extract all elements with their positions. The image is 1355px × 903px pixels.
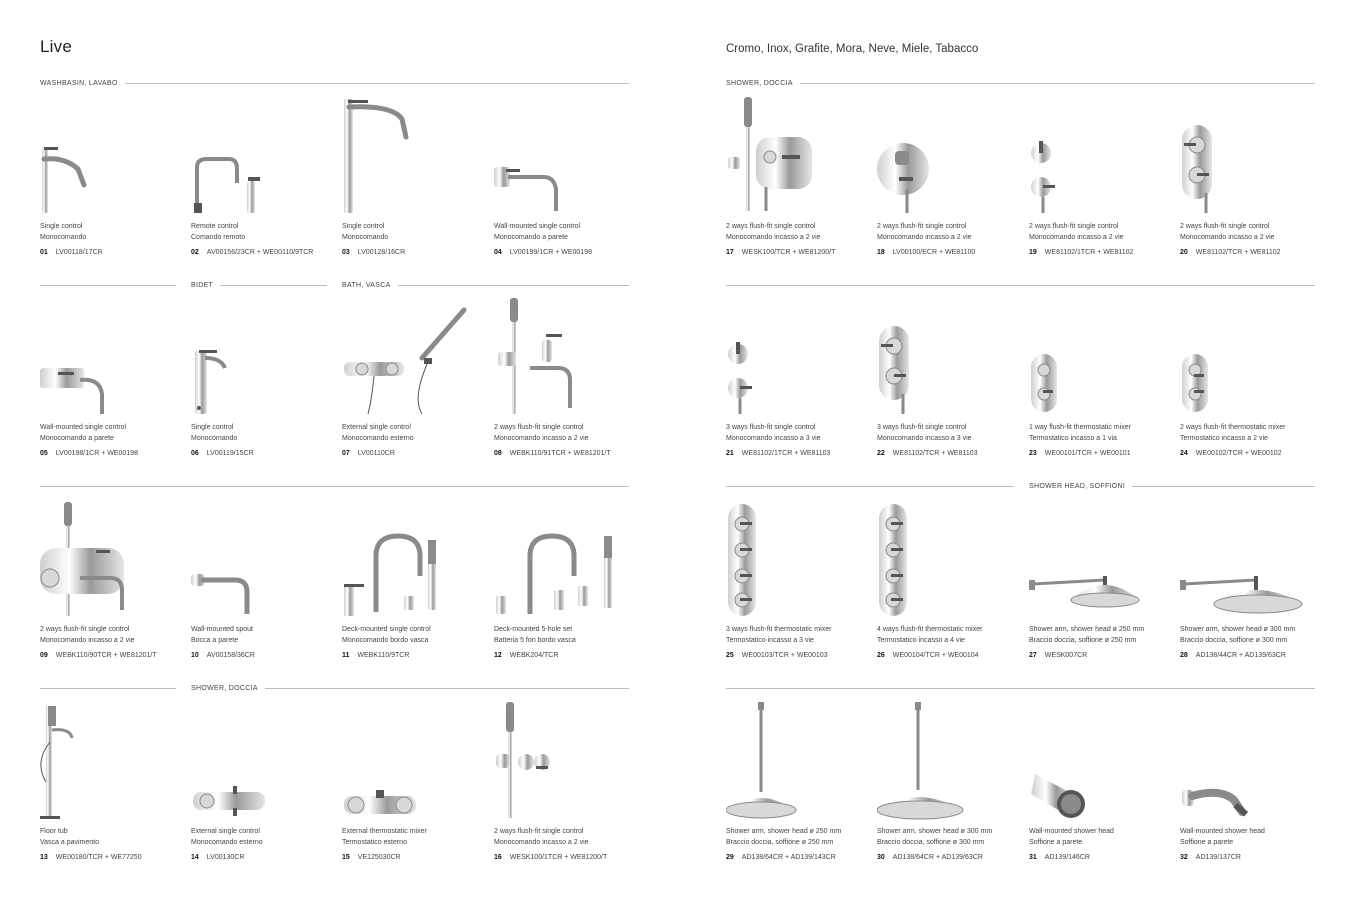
basin-mixer-low-icon: [40, 97, 180, 215]
product-description: [191, 827, 263, 848]
product-code-line: [191, 450, 254, 457]
deck-5-hole-set-icon: [494, 500, 634, 618]
section-label: SHOWER HEAD, SOFFIONI: [1029, 482, 1126, 490]
product-name-en: 2 ways flush-fit single control: [1029, 223, 1119, 230]
product-code: WE81102/TCR + WE81103: [892, 450, 978, 457]
product-number: 17: [726, 249, 734, 256]
product-code: WEBK110/91TCR + WE81201/T: [509, 450, 611, 457]
product-name-it: Termostatico incasso a 1 via: [1029, 434, 1117, 442]
product-card-31: [1029, 702, 1169, 892]
product-name-it: Batteria 5 fori bordo vasca: [494, 636, 576, 644]
product-number: 06: [191, 450, 199, 457]
wall-spout-icon: [191, 500, 331, 618]
product-description: [877, 625, 982, 646]
oval-thermostat-one-way-icon: [1029, 298, 1169, 416]
product-code-line: [1029, 249, 1133, 256]
product-number: 11: [342, 652, 350, 659]
product-number: 14: [191, 854, 199, 861]
product-code-line: [726, 450, 830, 457]
product-name-it: Monocomando incasso a 2 vie: [494, 434, 589, 442]
product-code-line: [877, 652, 979, 659]
product-number: 24: [1180, 450, 1188, 457]
product-card-14: [191, 702, 331, 892]
product-code-line: [1180, 450, 1282, 457]
product-description: [1029, 222, 1124, 243]
product-code-line: [726, 652, 828, 659]
product-name-en: 2 ways flush-fit single control: [40, 626, 130, 633]
product-card-16: [494, 702, 634, 892]
product-number: 31: [1029, 854, 1037, 861]
product-name-it: Monocomando incasso a 2 vie: [1180, 233, 1275, 241]
product-code-line: [342, 450, 395, 457]
product-name-it: Monocomando incasso a 2 vie: [877, 233, 972, 241]
product-card-05: [40, 298, 180, 488]
product-number: 07: [342, 450, 350, 457]
product-number: 04: [494, 249, 502, 256]
product-code: LV00110CR: [357, 450, 395, 457]
bath-mixer-handshower-icon: [342, 298, 482, 416]
product-description: [877, 222, 972, 243]
product-number: 19: [1029, 249, 1037, 256]
product-name-it: Monocomando incasso a 2 vie: [494, 838, 589, 846]
product-name-en: Floor tub: [40, 828, 68, 835]
tall-plate-four-knob-icon: [877, 500, 1017, 618]
product-description: [1180, 827, 1265, 848]
product-name-it: Comando remoto: [191, 233, 246, 241]
product-code-line: [877, 450, 978, 457]
product-card-13: [40, 702, 180, 892]
product-name-en: External single control: [342, 424, 411, 431]
product-code: WESK100/1TCR + WE81200/T: [509, 854, 608, 861]
product-description: [494, 222, 580, 243]
product-description: [40, 423, 126, 444]
product-number: 28: [1180, 652, 1188, 659]
ceiling-shower-head-icon: [726, 702, 866, 820]
product-description: [877, 827, 992, 848]
product-name-en: Wall-mounted single control: [40, 424, 127, 431]
wall-bidet-mixer-icon: [40, 298, 180, 416]
product-name-en: Wall-mounted shower head: [1029, 828, 1114, 835]
product-code: LV00100/ECR + WE81100: [892, 249, 976, 256]
divider: [125, 83, 629, 84]
product-code: LV00130CR: [206, 854, 245, 861]
wall-arm-shower-head-large-icon: [1180, 500, 1320, 618]
wall-cylinder-shower-head-icon: [1029, 702, 1169, 820]
external-shower-mixer-icon: [191, 702, 331, 820]
product-name-it: Monocomando incasso a 3 vie: [726, 434, 821, 442]
product-number: 15: [342, 854, 350, 861]
divider: [800, 83, 1315, 84]
product-name-en: Wall-mounted spout: [191, 626, 253, 633]
product-code-line: [1029, 652, 1087, 659]
two-knob-mixer-icon: [726, 298, 866, 416]
section-label: WASHBASIN, LAVABO: [40, 79, 118, 87]
product-code: LV00119/15CR: [206, 450, 254, 457]
product-code: WE00103/TCR + WE00103: [741, 652, 828, 659]
product-name-en: Single control: [191, 424, 234, 431]
product-name-en: Shower arm, shower head ø 300 mm: [877, 828, 993, 835]
product-code-line: [40, 652, 157, 659]
product-code-line: [877, 249, 975, 256]
product-card-23: [1029, 298, 1169, 488]
product-code: AD138/64CR + AD139/63CR: [892, 854, 983, 861]
product-name-en: Single control: [40, 223, 83, 230]
product-code-line: [40, 249, 103, 256]
product-card-24: [1180, 298, 1320, 488]
product-card-25: [726, 500, 866, 690]
product-code: LV00198/1CR + WE00198: [55, 450, 138, 457]
product-name-en: 3 ways flush-fit single control: [877, 424, 967, 431]
product-card-02: [191, 97, 331, 287]
product-code-line: [1180, 249, 1281, 256]
product-code-line: [342, 652, 409, 659]
product-code: WEBK204/TCR: [509, 652, 559, 659]
product-name-it: Soffione a parete: [1029, 838, 1083, 846]
product-name-it: Monocomando incasso a 2 vie: [40, 636, 135, 644]
product-number: 10: [191, 652, 199, 659]
product-code-line: [494, 249, 592, 256]
product-code: VE125030CR: [357, 854, 401, 861]
product-card-26: [877, 500, 1017, 690]
product-number: 32: [1180, 854, 1188, 861]
section-label: BATH, VASCA: [342, 281, 391, 289]
product-number: 21: [726, 450, 734, 457]
product-description: [1180, 625, 1295, 646]
product-card-10: [191, 500, 331, 690]
product-card-32: [1180, 702, 1320, 892]
page-title: Live: [40, 37, 72, 56]
product-name-it: Monocomando incasso a 3 vie: [877, 434, 972, 442]
product-number: 18: [877, 249, 885, 256]
product-code-line: [1180, 652, 1286, 659]
product-number: 08: [494, 450, 502, 457]
product-code-line: [191, 854, 244, 861]
product-card-27: [1029, 500, 1169, 690]
product-number: 29: [726, 854, 734, 861]
product-description: [1029, 827, 1114, 848]
bath-shower-set-icon: [494, 298, 634, 416]
section-label: SHOWER, DOCCIA: [726, 79, 793, 87]
product-name-en: Deck-mounted single control: [342, 626, 431, 633]
product-description: [1029, 423, 1131, 444]
product-name-en: 2 ways flush-fit single control: [494, 424, 584, 431]
product-number: 16: [494, 854, 502, 861]
product-name-it: Soffione a parete: [1180, 838, 1234, 846]
product-code: AV00158/36CR: [206, 652, 255, 659]
product-code-line: [1029, 854, 1090, 861]
product-name-it: Vasca a pavimento: [40, 838, 100, 846]
product-code: WE00180/TCR + WE77250: [55, 854, 142, 861]
product-name-it: Monocomando a parete: [494, 233, 568, 241]
ceiling-shower-head-large-icon: [877, 702, 1017, 820]
product-code: WE00104/TCR + WE00104: [892, 652, 979, 659]
product-card-11: [342, 500, 482, 690]
product-code-line: [494, 854, 607, 861]
wall-basin-mixer-icon: [494, 97, 634, 215]
product-name-en: External thermostatic mixer: [342, 828, 427, 835]
product-code: AV00156/23CR + WE00110/9TCR: [206, 249, 314, 256]
bidet-mixer-icon: [191, 298, 331, 416]
external-thermostatic-icon: [342, 702, 482, 820]
product-code-line: [191, 652, 255, 659]
product-code-line: [342, 854, 401, 861]
product-code: WE81102/1TCR + WE81102: [1044, 249, 1134, 256]
product-code-line: [1180, 854, 1241, 861]
product-code: AD138/64CR + AD139/143CR: [741, 854, 836, 861]
product-name-it: Monocomando a parete: [40, 434, 114, 442]
product-code: LV00118/17CR: [55, 249, 103, 256]
product-card-22: [877, 298, 1017, 488]
product-description: [726, 423, 821, 444]
product-code: WESK100/TCR + WE81200/T: [741, 249, 836, 256]
product-description: [1029, 625, 1144, 646]
product-name-it: Monocomando esterno: [342, 434, 414, 442]
product-name-en: 3 ways flush-fit thermostatic mixer: [726, 626, 832, 633]
shower-set-round-plate-icon: [726, 97, 866, 215]
product-name-it: Monocomando: [191, 434, 238, 442]
product-code: WESK007CR: [1044, 652, 1088, 659]
product-description: [191, 222, 245, 243]
product-code: AD139/146CR: [1044, 854, 1090, 861]
product-code: AD139/137CR: [1195, 854, 1241, 861]
product-code-line: [40, 854, 142, 861]
product-name-en: 2 ways flush-fit single control: [494, 828, 584, 835]
product-card-29: [726, 702, 866, 892]
product-card-20: [1180, 97, 1320, 287]
product-code: WE81102/1TCR + WE81103: [741, 450, 831, 457]
finishes-list: Cromo, Inox, Grafite, Mora, Neve, Miele, Tabacco: [726, 43, 979, 55]
wall-arm-shower-head-icon: [1029, 500, 1169, 618]
product-name-it: Monocomando incasso a 2 vie: [726, 233, 821, 241]
product-name-it: Braccio doccia, soffione ø 250 mm: [1029, 636, 1137, 644]
product-name-it: Bocca a parete: [191, 636, 239, 644]
shower-set-two-knob-icon: [494, 702, 634, 820]
product-card-18: [877, 97, 1017, 287]
product-number: 13: [40, 854, 48, 861]
product-card-06: [191, 298, 331, 488]
product-description: [342, 827, 427, 848]
product-code-line: [1029, 450, 1131, 457]
bath-plate-mixer-icon: [40, 500, 180, 618]
oval-plate-two-knob-icon: [877, 298, 1017, 416]
basin-mixer-tall-icon: [342, 97, 482, 215]
product-number: 01: [40, 249, 48, 256]
tall-plate-four-knob-icon: [726, 500, 866, 618]
product-card-28: [1180, 500, 1320, 690]
product-description: [342, 625, 431, 646]
product-code-line: [342, 249, 405, 256]
product-code-line: [40, 450, 138, 457]
product-card-03: [342, 97, 482, 287]
product-number: 20: [1180, 249, 1188, 256]
section-label: SHOWER, DOCCIA: [191, 684, 258, 692]
oval-plate-two-knob-icon: [1180, 97, 1320, 215]
product-description: [40, 222, 86, 243]
product-name-en: Shower arm, shower head ø 300 mm: [1180, 626, 1296, 633]
product-name-en: Single control: [342, 223, 385, 230]
product-description: [494, 625, 576, 646]
product-code: WE81102/TCR + WE81102: [1195, 249, 1281, 256]
product-description: [342, 423, 414, 444]
product-number: 25: [726, 652, 734, 659]
product-code-line: [877, 854, 983, 861]
section-washbasin: [40, 77, 629, 89]
product-card-01: [40, 97, 180, 287]
section-shower-right: [726, 77, 1315, 89]
product-code-line: [726, 854, 836, 861]
round-plate-mixer-icon: [877, 97, 1017, 215]
product-number: 12: [494, 652, 502, 659]
product-number: 05: [40, 450, 48, 457]
product-code: LV00199/1CR + WE00198: [509, 249, 592, 256]
product-code: WEBK110/9TCR: [357, 652, 410, 659]
product-description: [726, 827, 841, 848]
product-code: WEBK110/90TCR + WE81201/T: [55, 652, 157, 659]
product-name-en: 2 ways flush-fit thermostatic mixer: [1180, 424, 1286, 431]
section-label: BIDET: [191, 281, 214, 289]
two-knob-mixer-icon: [1029, 97, 1169, 215]
product-code: LV00128/16CR: [357, 249, 406, 256]
product-description: [726, 625, 831, 646]
product-number: 30: [877, 854, 885, 861]
product-name-en: Wall-mounted shower head: [1180, 828, 1265, 835]
product-number: 27: [1029, 652, 1037, 659]
product-description: [40, 827, 99, 848]
product-name-en: 2 ways flush-fit single control: [1180, 223, 1270, 230]
product-name-it: Braccio doccia, soffione ø 250 mm: [726, 838, 834, 846]
product-number: 03: [342, 249, 350, 256]
product-name-en: 1 way flush-fit thermostatic mixer: [1029, 424, 1131, 431]
remote-control-tap-icon: [191, 97, 331, 215]
product-description: [726, 222, 821, 243]
product-name-en: External single control: [191, 828, 260, 835]
product-description: [1180, 222, 1275, 243]
product-card-19: [1029, 97, 1169, 287]
product-name-it: Braccio doccia, soffione ø 300 mm: [1180, 636, 1288, 644]
product-card-30: [877, 702, 1017, 892]
product-description: [494, 827, 589, 848]
product-card-08: [494, 298, 634, 488]
product-name-en: 3 ways flush-fit single control: [726, 424, 816, 431]
product-description: [191, 423, 237, 444]
product-name-en: Shower arm, shower head ø 250 mm: [1029, 626, 1145, 633]
product-card-15: [342, 702, 482, 892]
product-description: [40, 625, 135, 646]
product-code-line: [494, 652, 558, 659]
product-name-it: Monocomando incasso a 2 vie: [1029, 233, 1124, 241]
product-name-it: Termostatico esterno: [342, 838, 407, 846]
wall-curved-shower-head-icon: [1180, 702, 1320, 820]
product-name-it: Monocomando: [40, 233, 87, 241]
product-name-en: Remote control: [191, 223, 239, 230]
product-code: AD138/44CR + AD139/63CR: [1195, 652, 1286, 659]
product-code-line: [726, 249, 835, 256]
product-name-it: Termostatico incasso a 3 vie: [726, 636, 814, 644]
product-card-09: [40, 500, 180, 690]
product-number: 22: [877, 450, 885, 457]
product-name-en: Deck-mounted 5-hole set: [494, 626, 573, 633]
product-code-line: [191, 249, 313, 256]
product-card-04: [494, 97, 634, 287]
product-description: [1180, 423, 1285, 444]
product-code: WE00101/TCR + WE00101: [1044, 450, 1131, 457]
product-number: 26: [877, 652, 885, 659]
product-card-17: [726, 97, 866, 287]
product-name-it: Termostatico incasso a 4 vie: [877, 636, 965, 644]
product-code: WE00102/TCR + WE00102: [1195, 450, 1282, 457]
product-name-en: Shower arm, shower head ø 250 mm: [726, 828, 842, 835]
product-name-it: Monocomando esterno: [191, 838, 263, 846]
product-description: [494, 423, 589, 444]
deck-mounted-mixer-icon: [342, 500, 482, 618]
product-name-it: Monocomando: [342, 233, 389, 241]
product-card-07: [342, 298, 482, 488]
product-description: [877, 423, 972, 444]
product-card-21: [726, 298, 866, 488]
product-description: [342, 222, 388, 243]
floor-tub-mixer-icon: [40, 702, 180, 820]
product-name-en: Wall-mounted single control: [494, 223, 581, 230]
product-name-en: 2 ways flush-fit single control: [877, 223, 967, 230]
product-name-it: Termostatico incasso a 2 vie: [1180, 434, 1268, 442]
product-name-it: Monocomando bordo vasca: [342, 636, 429, 644]
product-card-12: [494, 500, 634, 690]
product-number: 09: [40, 652, 48, 659]
product-description: [191, 625, 253, 646]
product-name-it: Braccio doccia, soffione ø 300 mm: [877, 838, 985, 846]
product-number: 02: [191, 249, 199, 256]
product-name-en: 4 ways flush-fit thermostatic mixer: [877, 626, 983, 633]
product-code-line: [494, 450, 611, 457]
product-number: 23: [1029, 450, 1037, 457]
oval-thermostat-two-way-icon: [1180, 298, 1320, 416]
product-name-en: 2 ways flush-fit single control: [726, 223, 816, 230]
